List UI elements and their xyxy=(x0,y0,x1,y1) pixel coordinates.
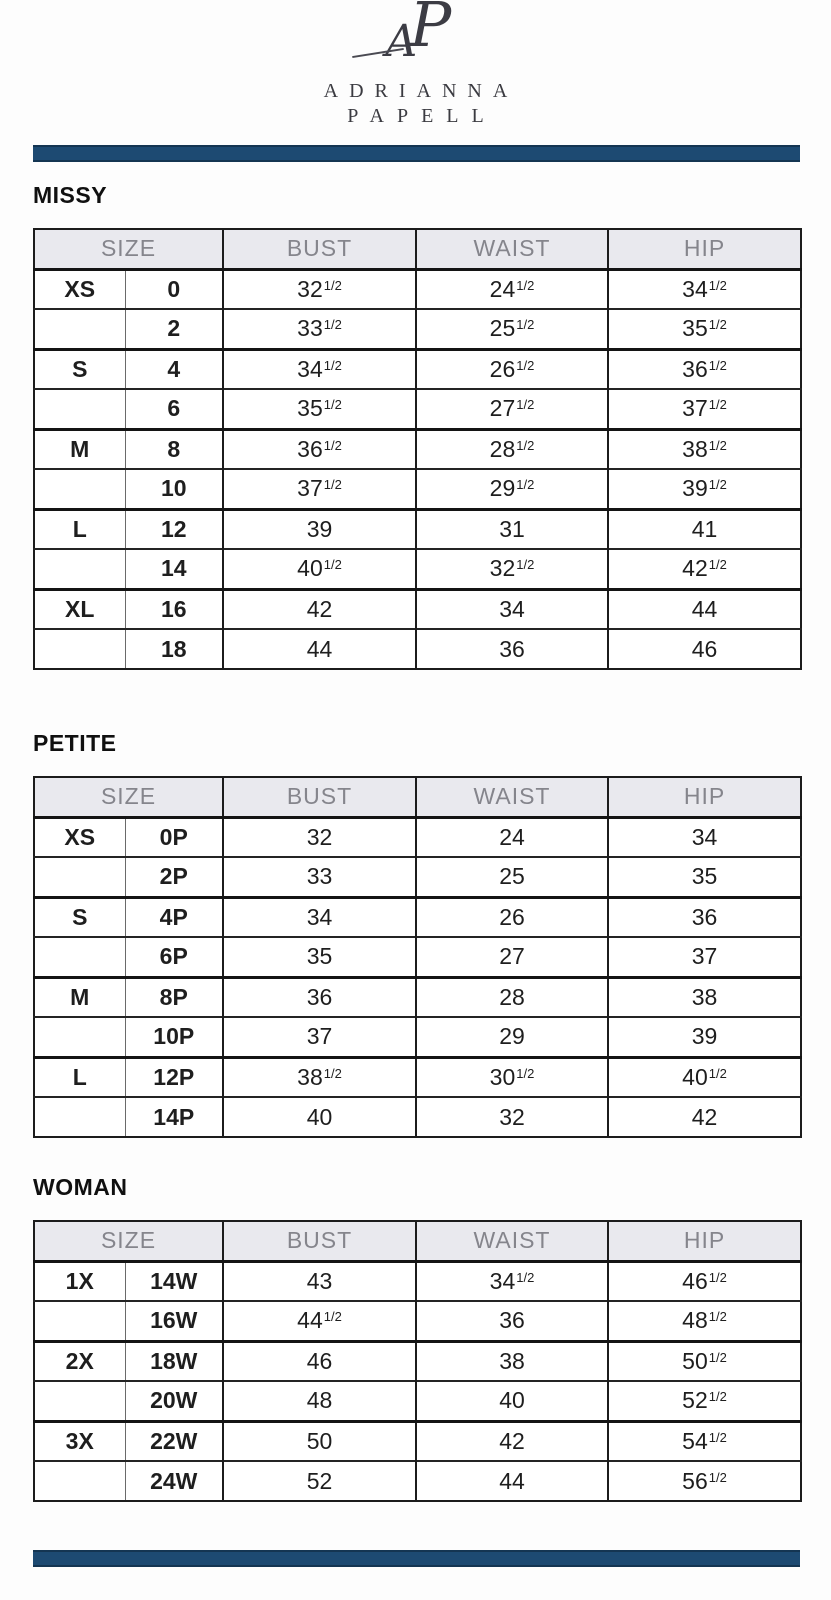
brand-name-line2: PAPELL xyxy=(347,105,497,127)
cell-waist: $26^{1/2}$ xyxy=(416,349,608,389)
table-row xyxy=(34,1301,801,1341)
cell-bust: 40 xyxy=(223,1097,416,1137)
column-header-hip: HIP xyxy=(608,229,801,269)
cell-bust: $36^{1/2}$ xyxy=(223,429,416,469)
size-section xyxy=(33,1172,800,1502)
cell-number-size: 20W xyxy=(125,1381,223,1421)
cell-number-size: 12 xyxy=(125,509,223,549)
cell-hip: $54^{1/2}$ xyxy=(608,1421,801,1461)
column-header-size: SIZE xyxy=(34,229,223,269)
cell-letter-size: S xyxy=(34,897,125,937)
column-header-waist: WAIST xyxy=(416,229,608,269)
cell-number-size: 24W xyxy=(125,1461,223,1501)
section-title: PETITE xyxy=(33,730,117,756)
monogram-letter-p: P xyxy=(409,0,452,61)
cell-bust: $44^{1/2}$ xyxy=(223,1301,416,1341)
cell-hip: $39^{1/2}$ xyxy=(608,469,801,509)
cell-waist: 42 xyxy=(416,1421,608,1461)
cell-bust: 48 xyxy=(223,1381,416,1421)
cell-letter-size: XS xyxy=(34,817,125,857)
size-section xyxy=(33,728,800,1138)
cell-waist: $34^{1/2}$ xyxy=(416,1261,608,1301)
cell-hip: 39 xyxy=(608,1017,801,1057)
cell-number-size: 8P xyxy=(125,977,223,1017)
section-title: MISSY xyxy=(33,182,108,208)
cell-number-size: 4 xyxy=(125,349,223,389)
column-header-waist: WAIST xyxy=(416,777,608,817)
table-header-row xyxy=(34,1221,801,1261)
table-row xyxy=(34,549,801,589)
column-header-waist: WAIST xyxy=(416,1221,608,1261)
cell-letter-size xyxy=(34,629,125,669)
table-row xyxy=(34,589,801,629)
table-row xyxy=(34,509,801,549)
cell-hip: $36^{1/2}$ xyxy=(608,349,801,389)
cell-letter-size xyxy=(34,1017,125,1057)
cell-number-size: 18W xyxy=(125,1341,223,1381)
table-row xyxy=(34,897,801,937)
cell-letter-size xyxy=(34,1097,125,1137)
cell-bust: $33^{1/2}$ xyxy=(223,309,416,349)
table-row xyxy=(34,1381,801,1421)
table-row xyxy=(34,469,801,509)
cell-letter-size: M xyxy=(34,429,125,469)
cell-waist: 27 xyxy=(416,937,608,977)
cell-number-size: 14 xyxy=(125,549,223,589)
cell-number-size: 10P xyxy=(125,1017,223,1057)
size-section xyxy=(33,180,800,670)
cell-hip: 37 xyxy=(608,937,801,977)
cell-waist: $30^{1/2}$ xyxy=(416,1057,608,1097)
cell-number-size: 12P xyxy=(125,1057,223,1097)
cell-number-size: 0P xyxy=(125,817,223,857)
cell-waist: 40 xyxy=(416,1381,608,1421)
cell-waist: $25^{1/2}$ xyxy=(416,309,608,349)
cell-number-size: 14W xyxy=(125,1261,223,1301)
table-row xyxy=(34,1261,801,1301)
cell-number-size: 2P xyxy=(125,857,223,897)
cell-waist: 44 xyxy=(416,1461,608,1501)
table-row xyxy=(34,817,801,857)
cell-bust: 46 xyxy=(223,1341,416,1381)
table-row xyxy=(34,389,801,429)
table-row xyxy=(34,857,801,897)
cell-number-size: 22W xyxy=(125,1421,223,1461)
cell-waist: 36 xyxy=(416,629,608,669)
cell-waist: 25 xyxy=(416,857,608,897)
cell-bust: $40^{1/2}$ xyxy=(223,549,416,589)
cell-letter-size: 3X xyxy=(34,1421,125,1461)
cell-bust: 35 xyxy=(223,937,416,977)
cell-bust: 42 xyxy=(223,589,416,629)
table-row xyxy=(34,937,801,977)
cell-number-size: 16W xyxy=(125,1301,223,1341)
size-table xyxy=(33,776,802,1138)
table-row xyxy=(34,269,801,309)
cell-waist: 34 xyxy=(416,589,608,629)
cell-letter-size xyxy=(34,549,125,589)
cell-number-size: 18 xyxy=(125,629,223,669)
cell-hip: 36 xyxy=(608,897,801,937)
table-row xyxy=(34,429,801,469)
cell-waist: 29 xyxy=(416,1017,608,1057)
cell-bust: $32^{1/2}$ xyxy=(223,269,416,309)
size-table xyxy=(33,1220,802,1502)
table-row xyxy=(34,309,801,349)
cell-letter-size: S xyxy=(34,349,125,389)
column-header-bust: BUST xyxy=(223,777,416,817)
cell-bust: 36 xyxy=(223,977,416,1017)
cell-letter-size xyxy=(34,309,125,349)
cell-waist: 28 xyxy=(416,977,608,1017)
table-row xyxy=(34,1017,801,1057)
cell-letter-size xyxy=(34,1461,125,1501)
cell-hip: 41 xyxy=(608,509,801,549)
cell-number-size: 14P xyxy=(125,1097,223,1137)
cell-waist: $27^{1/2}$ xyxy=(416,389,608,429)
monogram-letter-a: A xyxy=(385,16,418,67)
cell-number-size: 4P xyxy=(125,897,223,937)
cell-hip: $34^{1/2}$ xyxy=(682,275,727,302)
cell-hip: 34 xyxy=(691,823,718,850)
cell-bust: 33 xyxy=(223,857,416,897)
cell-hip: 35 xyxy=(608,857,801,897)
cell-hip: $48^{1/2}$ xyxy=(608,1301,801,1341)
cell-number-size: 10 xyxy=(125,469,223,509)
cell-letter-size: 1X xyxy=(34,1261,125,1301)
column-header-size: SIZE xyxy=(34,1221,223,1261)
bottom-accent-bar xyxy=(33,1550,800,1567)
cell-waist: 36 xyxy=(416,1301,608,1341)
table-row xyxy=(34,1341,801,1381)
cell-waist: $32^{1/2}$ xyxy=(416,549,608,589)
column-header-hip: HIP xyxy=(608,1221,801,1261)
cell-hip: $50^{1/2}$ xyxy=(608,1341,801,1381)
top-accent-bar xyxy=(33,145,800,162)
cell-bust: 52 xyxy=(223,1461,416,1501)
cell-letter-size xyxy=(34,469,125,509)
table-row xyxy=(34,1097,801,1137)
cell-number-size: 8 xyxy=(125,429,223,469)
cell-waist: 38 xyxy=(416,1341,608,1381)
cell-number-size: 2 xyxy=(125,309,223,349)
cell-hip: 46 xyxy=(608,629,801,669)
section-title: WOMAN xyxy=(33,1174,128,1200)
cell-waist: $24^{1/2}$ xyxy=(416,269,608,309)
table-row xyxy=(34,1057,801,1097)
cell-letter-size xyxy=(34,1381,125,1421)
table-row xyxy=(34,349,801,389)
cell-bust: 50 xyxy=(223,1421,416,1461)
cell-letter-size: M xyxy=(34,977,125,1017)
cell-hip: $46^{1/2}$ xyxy=(682,1267,727,1294)
cell-number-size: 6P xyxy=(125,937,223,977)
table-row xyxy=(34,1421,801,1461)
cell-bust: 34 xyxy=(223,897,416,937)
cell-bust: $38^{1/2}$ xyxy=(223,1057,416,1097)
cell-bust: $35^{1/2}$ xyxy=(223,389,416,429)
cell-number-size: 6 xyxy=(125,389,223,429)
cell-hip: 38 xyxy=(608,977,801,1017)
table-header-row xyxy=(34,229,801,269)
cell-letter-size: XS xyxy=(34,269,125,309)
cell-waist: $28^{1/2}$ xyxy=(416,429,608,469)
brand-name-line1: ADRIANNA xyxy=(323,80,519,102)
cell-number-size: 16 xyxy=(125,589,223,629)
cell-bust: $34^{1/2}$ xyxy=(223,349,416,389)
cell-bust: 43 xyxy=(223,1261,416,1301)
cell-bust: $37^{1/2}$ xyxy=(223,469,416,509)
cell-waist: 26 xyxy=(416,897,608,937)
cell-waist: 31 xyxy=(416,509,608,549)
cell-hip: $42^{1/2}$ xyxy=(608,549,801,589)
cell-letter-size: L xyxy=(34,509,125,549)
cell-letter-size xyxy=(34,937,125,977)
brand-monogram xyxy=(346,0,486,76)
column-header-bust: BUST xyxy=(223,1221,416,1261)
column-header-bust: BUST xyxy=(223,229,416,269)
cell-bust: 44 xyxy=(223,629,416,669)
cell-bust: 37 xyxy=(223,1017,416,1057)
cell-hip: $37^{1/2}$ xyxy=(608,389,801,429)
cell-hip: 44 xyxy=(608,589,801,629)
cell-hip: $52^{1/2}$ xyxy=(608,1381,801,1421)
column-header-size: SIZE xyxy=(34,777,223,817)
cell-waist: $29^{1/2}$ xyxy=(416,469,608,509)
table-row xyxy=(34,977,801,1017)
cell-hip: $38^{1/2}$ xyxy=(608,429,801,469)
cell-letter-size xyxy=(34,1301,125,1341)
cell-hip: 42 xyxy=(608,1097,801,1137)
cell-waist: 32 xyxy=(416,1097,608,1137)
cell-letter-size xyxy=(34,389,125,429)
cell-letter-size: L xyxy=(34,1057,125,1097)
cell-bust: 32 xyxy=(223,817,416,857)
cell-letter-size: XL xyxy=(34,589,125,629)
table-header-row xyxy=(34,777,801,817)
table-row xyxy=(34,1461,801,1501)
column-header-hip: HIP xyxy=(608,777,801,817)
cell-hip: $40^{1/2}$ xyxy=(608,1057,801,1097)
cell-hip: $56^{1/2}$ xyxy=(608,1461,801,1501)
cell-hip: $35^{1/2}$ xyxy=(608,309,801,349)
cell-waist: 24 xyxy=(416,817,608,857)
size-table xyxy=(33,228,802,670)
table-row xyxy=(34,629,801,669)
cell-letter-size: 2X xyxy=(34,1341,125,1381)
cell-letter-size xyxy=(34,857,125,897)
cell-bust: 39 xyxy=(223,509,416,549)
cell-number-size: 0 xyxy=(125,269,223,309)
